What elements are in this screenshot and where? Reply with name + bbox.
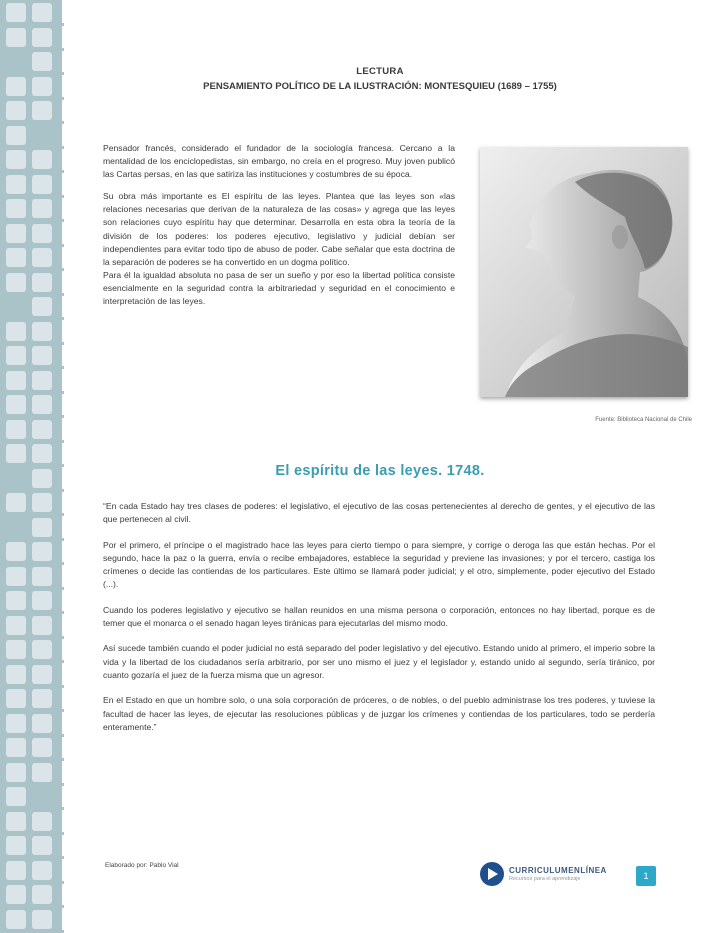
film-strip-cell <box>6 738 26 757</box>
document-title: PENSAMIENTO POLÍTICO DE LA ILUSTRACIÓN: MONTESQUIEU (1689 – 1755) <box>203 81 557 92</box>
film-strip-cell <box>6 297 26 316</box>
film-strip-cell <box>6 567 26 586</box>
film-strip-tick <box>56 709 64 712</box>
film-strip-tick <box>56 489 64 492</box>
film-strip-cell <box>32 910 52 929</box>
film-strip-cell <box>32 224 52 243</box>
film-strip-cell <box>6 346 26 365</box>
quote-paragraph: En el Estado en que un hombre solo, o una sola corporación de próceres, o de nobles, o del pueblo administrase los tres poderes, y tuviese la facultad de hacer las leyes, de ejecutar las resoluciones públicas y de juzgar los crímenes y contiendas de los particulares, todo se perdería enteramente.” <box>103 695 655 732</box>
film-strip-tick <box>56 170 64 173</box>
quote-paragraph: Cuando los poderes legislativo y ejecutivo se hallan reunidos en una misma persona o corporación, entonces no hay libertad, porque es de temer que el monarca o el senado hagan leyes tiránicas para ejecutarlas del mismo modo. <box>103 604 655 629</box>
film-strip-cell <box>6 763 26 782</box>
film-strip-tick <box>56 219 64 222</box>
film-strip-cell <box>32 787 52 806</box>
film-strip-cell <box>6 885 26 904</box>
film-strip-cell <box>32 52 52 71</box>
film-strip-cell <box>6 444 26 463</box>
film-strip-tick <box>56 391 64 394</box>
quote-paragraph: “En cada Estado hay tres clases de poderes: el legislativo, el ejecutivo de las cosas pertenecientes al derecho de gentes, y el ejecutivo de las que pertenecen al civil. <box>103 501 655 525</box>
film-strip-tick <box>56 268 64 271</box>
film-strip-cell <box>6 273 26 292</box>
film-strip-cell <box>32 126 52 145</box>
film-strip-cell <box>32 469 52 488</box>
film-strip-cell <box>32 493 52 512</box>
section-title: El espíritu de las leyes. 1748. <box>275 463 485 479</box>
film-strip-cell <box>6 689 26 708</box>
film-strip-cell <box>32 738 52 757</box>
film-strip-cell <box>32 346 52 365</box>
film-strip-tick <box>56 832 64 835</box>
film-strip-tick <box>56 72 64 75</box>
film-strip-tick <box>56 856 64 859</box>
film-strip-cell <box>32 150 52 169</box>
film-strip-cell <box>32 101 52 120</box>
film-strip-tick <box>56 881 64 884</box>
film-strip-cell <box>32 175 52 194</box>
film-strip-cell <box>6 812 26 831</box>
film-strip-cell <box>6 28 26 47</box>
film-strip-cell <box>6 836 26 855</box>
quote-paragraph: Por el primero, el príncipe o el magistrado hace las leyes para cierto tiempo o para siempre, y corrige o deroga las que están hechas. Por el segundo, hace la paz o la guerra, envía o recibe embajadores, establece la seguridad y previene las invasiones; y por el tercero, castiga los crímenes o decide las contiendas de los particulares. Este último se llamará poder judicial; y el otro, simplemente, poder ejecutivo del Estado (...). <box>103 539 655 590</box>
film-strip-cell <box>6 542 26 561</box>
quote-paragraph: Así sucede también cuando el poder judicial no está separado del poder legislativo y del ejecutivo. Estando unido al primero, el imperio sobre la vida y la libertad de los ciudadanos sería arbitrario, por ser uno mismo el juez y el legislador y, estando unido al segundo, sería tiránico, por cuanto gozaría el juez de la fuerza misma que un agresor. <box>103 643 655 680</box>
intro-paragraph: Para él la igualdad absoluta no pasa de ser un sueño y por eso la libertad política consiste esencialmente en la seguridad contra la arbitrariedad y seguridad en el conocimiento e interpretación de las leyes. <box>103 269 455 307</box>
film-strip-cell <box>32 542 52 561</box>
film-strip-tick <box>56 121 64 124</box>
film-strip-tick <box>56 146 64 149</box>
film-strip-tick <box>56 342 64 345</box>
film-strip-cell <box>32 689 52 708</box>
film-strip-tick <box>56 783 64 786</box>
intro-paragraph: Pensador francés, considerado el fundador de la sociología francesa. Cercano a la mentalidad de los enciclopedistas, sin embargo, no creía en el progreso. Muy joven publicó las Cartas persas, en las que satiriza las instituciones y costumbres de su época. <box>103 143 455 180</box>
film-strip-cell <box>32 616 52 635</box>
film-strip-cell <box>32 444 52 463</box>
portrait-caption: Fuente: Biblioteca Nacional de Chile <box>595 417 692 423</box>
intro-text <box>103 142 455 308</box>
logo-name: CURRICULUMENLÍNEA <box>509 866 607 875</box>
film-strip-cell <box>6 101 26 120</box>
film-strip-cell <box>32 763 52 782</box>
film-strip-tick <box>56 660 64 663</box>
film-strip-cell <box>6 518 26 537</box>
film-strip-tick <box>56 97 64 100</box>
film-strip-cell <box>32 885 52 904</box>
film-strip-cell <box>6 640 26 659</box>
film-strip-cell <box>32 567 52 586</box>
document-label: LECTURA <box>356 66 404 77</box>
film-strip-cell <box>6 591 26 610</box>
film-strip-cell <box>32 297 52 316</box>
film-strip-tick <box>56 685 64 688</box>
film-strip-cell <box>6 77 26 96</box>
film-strip-cell <box>32 199 52 218</box>
film-strip-cell <box>6 371 26 390</box>
film-strip-cell <box>32 714 52 733</box>
page-header <box>100 66 660 92</box>
film-strip-cell <box>32 420 52 439</box>
decorative-film-strip <box>0 0 62 933</box>
film-strip-tick <box>56 244 64 247</box>
quote-text <box>103 500 655 746</box>
portrait-bust-icon <box>480 147 688 397</box>
film-strip-tick <box>56 195 64 198</box>
film-strip-cell <box>6 665 26 684</box>
film-strip-tick <box>56 538 64 541</box>
author-credit: Elaborado por: Pablo Vial <box>105 862 179 869</box>
film-strip-tick <box>56 464 64 467</box>
film-strip-cell <box>32 28 52 47</box>
logo-subtitle: Recursos para el aprendizaje <box>509 876 581 882</box>
film-strip-tick <box>56 930 64 933</box>
film-strip-tick <box>56 905 64 908</box>
intro-paragraph: Su obra más importante es El espíritu de las leyes. Plantea que las leyes son «las relaciones necesarias que derivan de la naturaleza de las cosas» y agrega que las leyes son relaciones cuyo espíritu hay que determinar. Desarrolla en esta obra la teoría de la división de los poderes: los poderes ejecutivo, legislativo y judicial debían ser independientes para evitar todo tipo de abuso de poder. Cabe señalar que esta doctrina de la separación de poderes se ha convertido en un dogma político. <box>103 191 455 267</box>
film-strip-cell <box>6 322 26 341</box>
film-strip-cell <box>6 616 26 635</box>
film-strip-cell <box>32 591 52 610</box>
film-strip-cell <box>6 861 26 880</box>
film-strip-cell <box>32 322 52 341</box>
film-strip-cell <box>6 910 26 929</box>
film-strip-cell <box>6 3 26 22</box>
film-strip-cell <box>32 836 52 855</box>
film-strip-cell <box>6 420 26 439</box>
film-strip-cell <box>32 861 52 880</box>
film-strip-cell <box>6 714 26 733</box>
film-strip-cell <box>32 248 52 267</box>
film-strip-tick <box>56 513 64 516</box>
film-strip-tick <box>56 734 64 737</box>
film-strip-tick <box>56 807 64 810</box>
film-strip-tick <box>56 317 64 320</box>
film-strip-tick <box>56 440 64 443</box>
film-strip-cell <box>6 469 26 488</box>
film-strip-cell <box>32 77 52 96</box>
film-strip-tick <box>56 48 64 51</box>
film-strip-cell <box>32 3 52 22</box>
film-strip-tick <box>56 415 64 418</box>
film-strip-tick <box>56 366 64 369</box>
montesquieu-portrait <box>480 147 688 397</box>
film-strip-cell <box>6 150 26 169</box>
film-strip-cell <box>6 175 26 194</box>
film-strip-cell <box>32 518 52 537</box>
film-strip-tick <box>56 587 64 590</box>
page-number-badge: 1 <box>636 866 656 886</box>
film-strip-cell <box>6 126 26 145</box>
film-strip-cell <box>6 787 26 806</box>
film-strip-tick <box>56 293 64 296</box>
play-logo-icon <box>480 862 504 886</box>
film-strip-tick <box>56 636 64 639</box>
film-strip-cell <box>6 224 26 243</box>
film-strip-cell <box>32 812 52 831</box>
film-strip-cell <box>32 665 52 684</box>
film-strip-cell <box>32 640 52 659</box>
film-strip-cell <box>6 52 26 71</box>
film-strip-tick <box>56 611 64 614</box>
film-strip-cell <box>6 493 26 512</box>
curriculum-en-linea-logo[interactable] <box>480 862 607 886</box>
film-strip-cell <box>32 273 52 292</box>
film-strip-tick <box>56 562 64 565</box>
film-strip-cell <box>6 199 26 218</box>
film-strip-tick <box>56 758 64 761</box>
film-strip-cell <box>6 395 26 414</box>
film-strip-cell <box>32 395 52 414</box>
film-strip-tick <box>56 23 64 26</box>
film-strip-cell <box>32 371 52 390</box>
film-strip-cell <box>6 248 26 267</box>
